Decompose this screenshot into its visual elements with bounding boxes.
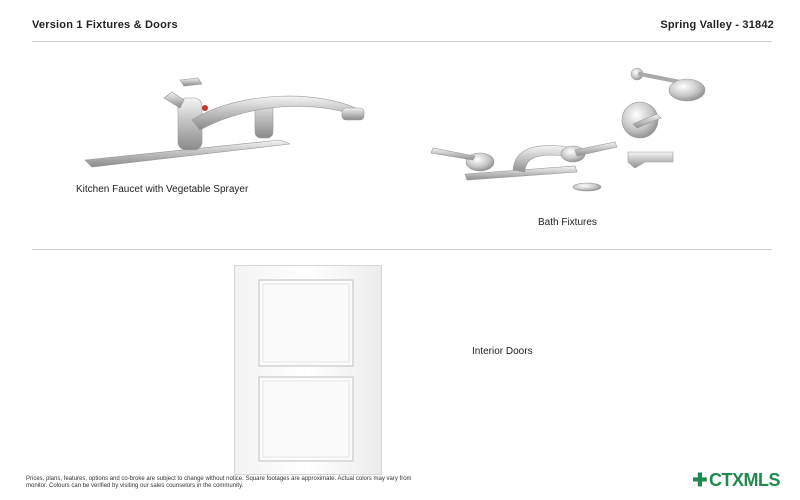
interior-doors-caption: Interior Doors [472,346,533,357]
bath-fixtures-caption: Bath Fixtures [538,217,597,228]
disclaimer-line-2: monitor. Colours can be verified by visiting our sales counselors in the community. [26,483,244,489]
logo-text: CTXMLS [709,470,780,490]
footer-disclaimer [26,476,746,490]
interior-door-image [234,265,382,475]
header-divider [32,41,772,42]
kitchen-faucet-image [80,70,380,170]
section-divider [32,249,772,250]
community-code: Spring Valley - 31842 [660,19,774,31]
page-title: Version 1 Fixtures & Doors [32,19,178,31]
kitchen-faucet-caption: Kitchen Faucet with Vegetable Sprayer [76,184,249,195]
texas-star-icon: ✚ [692,470,707,490]
disclaimer-line-1: Prices, plans, features, options and co-broke are subject to change without notice. Square footages are approximate. Actual colors may vary from [26,476,412,482]
bath-fixtures-image [425,62,725,197]
ctxmls-logo [692,470,780,491]
